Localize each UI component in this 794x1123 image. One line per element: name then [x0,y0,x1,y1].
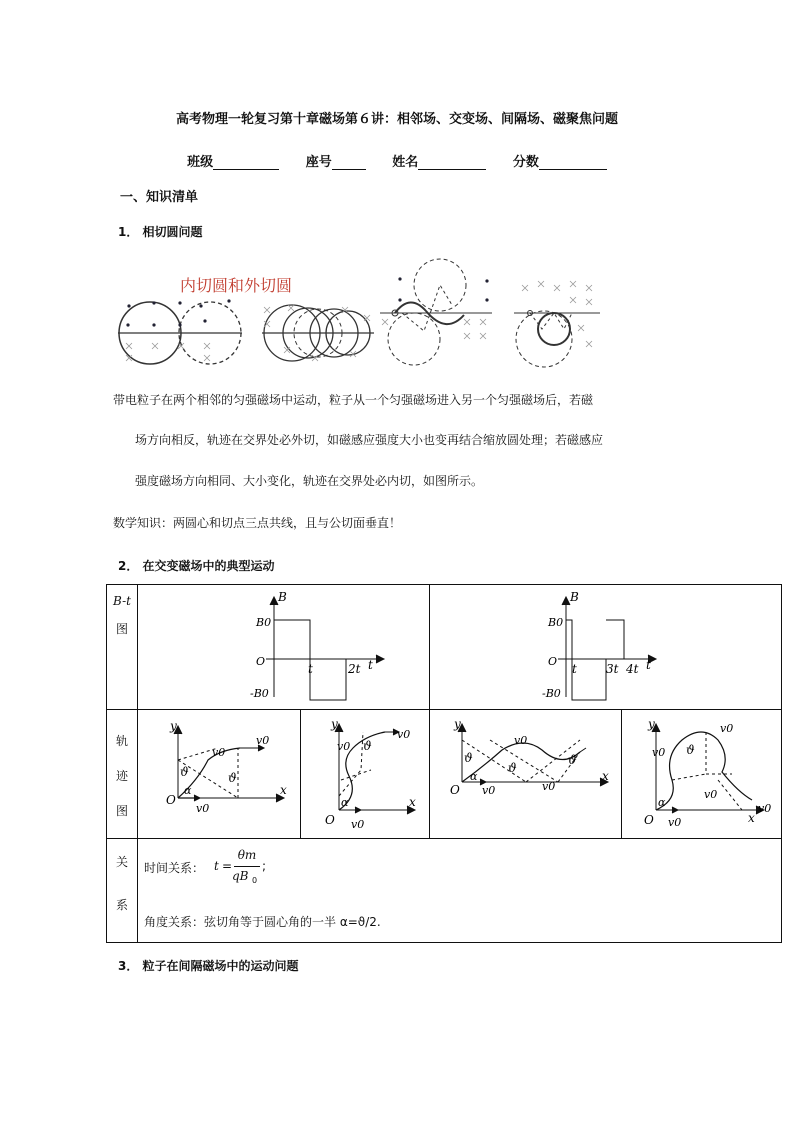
svg-text:v0: v0 [350,818,364,831]
svg-text:v0: v0 [668,816,682,829]
paragraph-line-1: 带电粒子在两个相邻的匀强磁场中运动，粒子从一个匀强磁场进入另一个匀强磁场后，若磁 [113,393,594,407]
svg-text:t: t [646,658,651,672]
class-label: 班级 [187,155,214,170]
svg-text:y: y [454,717,461,731]
page-title: 高考物理一轮复习第十章磁场第６讲：相邻场、交变场、间隔场、磁聚焦问题 [175,112,618,127]
bt-graph-left-cell [138,585,430,710]
figure-caption: 内切圆和外切圆 [180,276,293,295]
svg-text:x: x [602,769,609,783]
time-relation-denominator: qB [232,869,249,883]
svg-text:O: O [166,793,176,807]
svg-text:v0: v0 [196,802,210,815]
svg-text:y: y [330,717,338,731]
panel-internal-tangent [262,305,374,361]
item2-heading: 2． 在交变磁场中的典型运动 [118,559,275,573]
svg-text:t: t [308,662,313,676]
bt-graph-right-cell [430,585,782,710]
time-relation-denominator-sub: 0 [252,876,258,885]
svg-text:α: α [184,784,192,797]
section-heading: 一、知识清单 [120,190,199,205]
seat-label: 座号 [305,155,332,170]
svg-text:ϑ: ϑ [180,765,189,779]
svg-text:x: x [408,795,416,809]
svg-text:v0: v0 [542,780,556,793]
paragraph-line-2: 场方向相反，轨迹在交界处必外切，如磁感应强度大小也变再结合缩放圆处理；若磁感应 [135,433,604,447]
svg-text:v0: v0 [514,734,528,747]
time-relation-numerator: θm [237,848,257,862]
row-label-bt: B-t 图 [107,585,138,710]
svg-text:t: t [368,658,373,672]
panel-zigzag-circles [380,259,492,365]
svg-text:O: O [256,655,266,668]
score-blank[interactable] [539,155,607,170]
svg-text:v0: v0 [758,802,772,815]
svg-text:α: α [340,796,348,809]
svg-text:B0: B0 [256,616,272,629]
svg-text:v0: v0 [482,784,496,797]
class-blank[interactable] [213,155,279,170]
score-label: 分数 [512,155,539,170]
svg-text:2t: 2t [348,662,361,676]
track-2 [300,710,429,839]
svg-text:-B0: -B0 [542,687,561,700]
svg-text:y: y [648,717,655,731]
svg-text:O: O [644,813,654,827]
svg-text:ϑ: ϑ [508,761,517,775]
svg-text:B0: B0 [548,616,564,629]
svg-text:O: O [548,655,558,668]
row-label-track: 轨 迹 图 [107,710,138,839]
track-4 [622,710,782,839]
angle-relation: 角度关系：弦切角等于圆心角的一半 α=ϑ/2. [144,915,381,929]
svg-text:x: x [280,783,287,797]
svg-text:v0: v0 [212,746,226,759]
track-1 [138,710,301,839]
row-label-relation: 关 系 [107,839,138,943]
svg-text:ϑ: ϑ [686,743,695,757]
svg-text:B: B [278,590,287,604]
svg-text:O: O [324,813,335,827]
item1-heading: 1． 相切圆问题 [118,225,203,239]
svg-text:ϑ: ϑ [568,753,577,767]
math-note: 数学知识：两圆心和切点三点共线，且与公切面垂直！ [113,516,402,530]
svg-text:ϑ: ϑ [362,739,372,753]
svg-text:α: α [658,796,666,809]
item3-heading: 3． 粒子在间隔磁场中的运动问题 [118,959,299,973]
svg-text:x: x [748,811,755,825]
svg-text:4t: 4t [626,662,639,676]
student-info-fields [0,151,794,170]
svg-text:ϑ: ϑ [228,771,237,785]
panel-external-tangent [118,299,242,364]
paragraph-line-3: 强度磁场方向相同、大小变化，轨迹在交界处必内切，如图所示。 [135,474,484,488]
svg-text:v0: v0 [652,746,666,759]
svg-text:O: O [450,783,460,797]
svg-text:-B0: -B0 [250,687,269,700]
name-label: 姓名 [392,155,419,170]
svg-text:ϑ: ϑ [464,751,473,765]
svg-text:v0: v0 [336,740,350,753]
svg-text:α: α [470,770,478,783]
bt-graph-left [138,585,429,705]
svg-text:v0: v0 [704,788,718,801]
tangent-circles-figure [112,255,612,375]
panel-magnetic-focus [514,281,600,367]
time-relation-t: t [214,859,219,873]
svg-text:v0: v0 [720,722,734,735]
svg-text:v0: v0 [396,728,410,741]
svg-text:t: t [572,662,577,676]
name-blank[interactable] [418,155,486,170]
seat-blank[interactable] [332,155,366,170]
svg-text:y: y [170,719,177,733]
svg-text:3t: 3t [606,662,619,676]
bt-graph-right [430,585,781,705]
alternating-field-table [106,584,782,943]
svg-text:B: B [570,590,579,604]
svg-text:v0: v0 [256,734,270,747]
time-relation-label: 时间关系： [144,861,205,875]
relation-cell: 时间关系： t = θm qB 0 ; 角度关系：弦切角等于圆心角的一半 α=ϑ/2. [138,839,782,943]
track-3 [430,710,622,839]
